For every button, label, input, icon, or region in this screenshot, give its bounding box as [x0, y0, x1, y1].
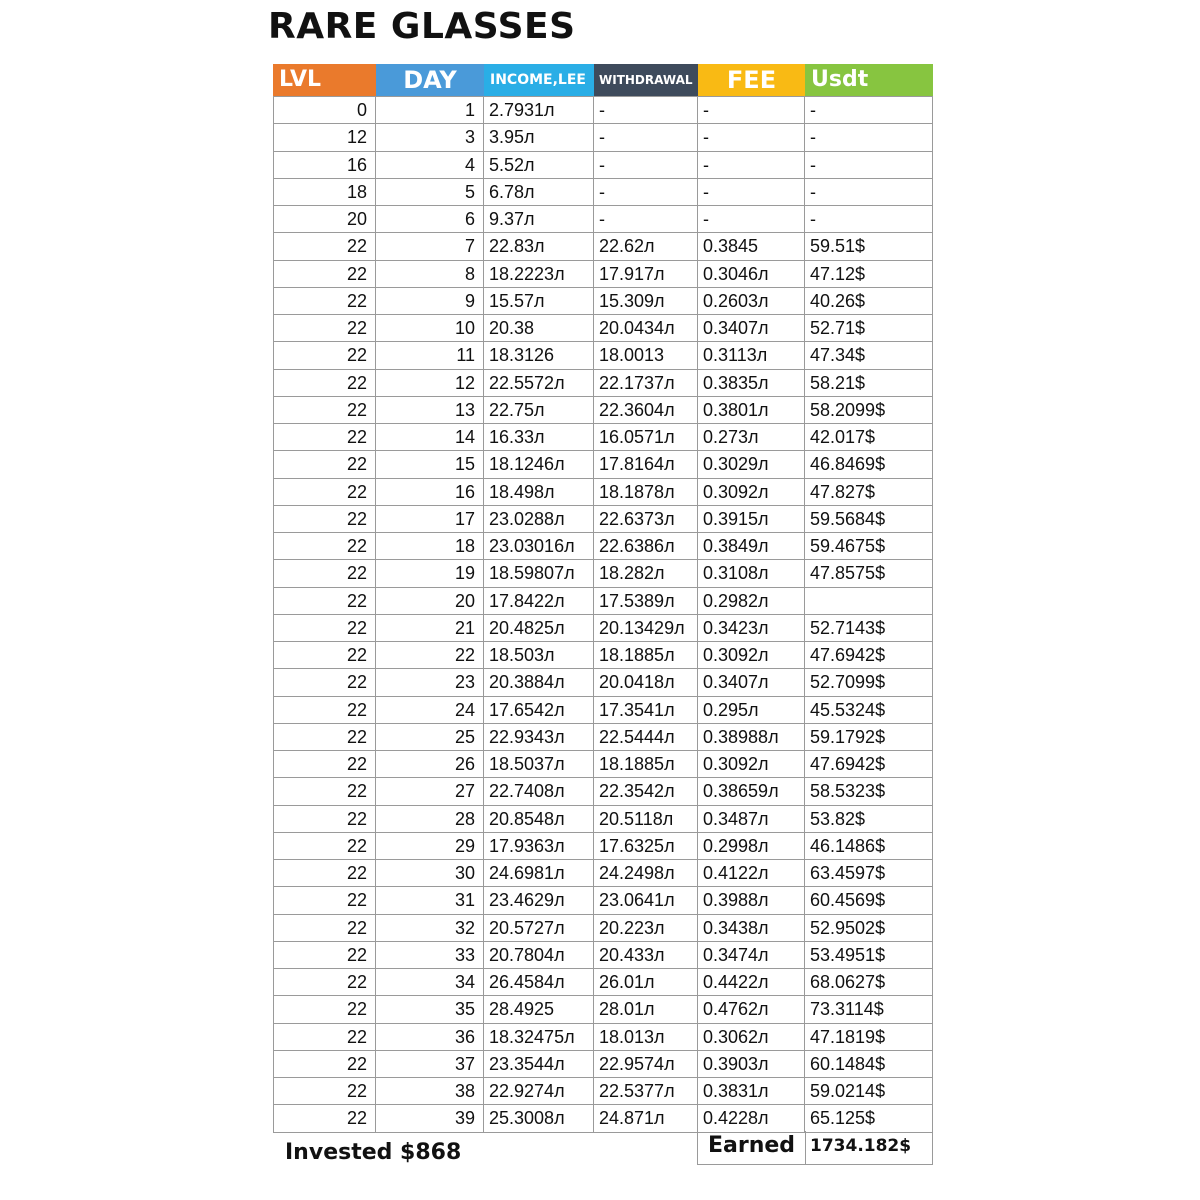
cell-fee: 0.4228л: [698, 1105, 805, 1132]
cell-lvl: 22: [273, 751, 376, 778]
cell-lvl: 20: [273, 206, 376, 233]
cell-usdt: 60.1484$: [805, 1051, 933, 1078]
cell-income: 22.9274л: [484, 1078, 594, 1105]
cell-lvl: 22: [273, 860, 376, 887]
table-row: [273, 915, 933, 942]
cell-usdt: 65.125$: [805, 1105, 933, 1132]
cell-usdt: -: [805, 124, 933, 151]
cell-withdrawal: 28.01л: [594, 996, 698, 1023]
cell-withdrawal: 26.01л: [594, 969, 698, 996]
cell-withdrawal: 20.433л: [594, 942, 698, 969]
table-header: [273, 64, 933, 96]
cell-income: 20.5727л: [484, 915, 594, 942]
cell-lvl: 22: [273, 315, 376, 342]
cell-income: 23.03016л: [484, 533, 594, 560]
cell-lvl: 22: [273, 424, 376, 451]
cell-day: 27: [376, 778, 484, 805]
cell-income: 20.4825л: [484, 615, 594, 642]
cell-lvl: 22: [273, 506, 376, 533]
cell-income: 18.59807л: [484, 560, 594, 587]
cell-usdt: 47.827$: [805, 479, 933, 506]
table-row: [273, 887, 933, 914]
cell-income: 18.5037л: [484, 751, 594, 778]
cell-income: 18.1246л: [484, 451, 594, 478]
spreadsheet-table: [273, 64, 933, 1133]
cell-day: 13: [376, 397, 484, 424]
cell-fee: 0.3046л: [698, 261, 805, 288]
cell-withdrawal: -: [594, 206, 698, 233]
cell-income: 18.3126: [484, 342, 594, 369]
cell-day: 39: [376, 1105, 484, 1132]
cell-lvl: 22: [273, 1024, 376, 1051]
table-row: [273, 124, 933, 151]
table-row: [273, 724, 933, 751]
cell-day: 32: [376, 915, 484, 942]
cell-usdt: 52.7099$: [805, 669, 933, 696]
cell-income: 28.4925: [484, 996, 594, 1023]
cell-lvl: 22: [273, 261, 376, 288]
cell-withdrawal: 18.1878л: [594, 479, 698, 506]
cell-fee: 0.3092л: [698, 642, 805, 669]
cell-withdrawal: -: [594, 179, 698, 206]
cell-fee: 0.273л: [698, 424, 805, 451]
cell-withdrawal: 22.9574л: [594, 1051, 698, 1078]
cell-income: 16.33л: [484, 424, 594, 451]
table-row: [273, 560, 933, 587]
table-row: [273, 697, 933, 724]
cell-withdrawal: 22.3542л: [594, 778, 698, 805]
table-row: [273, 642, 933, 669]
cell-day: 29: [376, 833, 484, 860]
cell-usdt: -: [805, 206, 933, 233]
cell-usdt: 68.0627$: [805, 969, 933, 996]
cell-fee: 0.3915л: [698, 506, 805, 533]
cell-lvl: 22: [273, 397, 376, 424]
column-header-day: DAY: [376, 64, 484, 96]
cell-day: 10: [376, 315, 484, 342]
table-row: [273, 97, 933, 124]
cell-withdrawal: 20.223л: [594, 915, 698, 942]
cell-day: 9: [376, 288, 484, 315]
table-row: [273, 615, 933, 642]
cell-lvl: 22: [273, 533, 376, 560]
cell-usdt: 59.1792$: [805, 724, 933, 751]
earned-label: Earned: [698, 1131, 806, 1164]
cell-day: 22: [376, 642, 484, 669]
cell-lvl: 18: [273, 179, 376, 206]
cell-day: 19: [376, 560, 484, 587]
table-row: [273, 833, 933, 860]
cell-income: 25.3008л: [484, 1105, 594, 1132]
cell-usdt: 58.2099$: [805, 397, 933, 424]
cell-income: 24.6981л: [484, 860, 594, 887]
cell-usdt: 42.017$: [805, 424, 933, 451]
cell-lvl: 0: [273, 97, 376, 124]
cell-usdt: 47.6942$: [805, 642, 933, 669]
table-row: [273, 1024, 933, 1051]
cell-withdrawal: 18.013л: [594, 1024, 698, 1051]
cell-income: 17.6542л: [484, 697, 594, 724]
table-row: [273, 942, 933, 969]
cell-day: 16: [376, 479, 484, 506]
cell-withdrawal: 18.282л: [594, 560, 698, 587]
cell-withdrawal: 17.5389л: [594, 588, 698, 615]
cell-usdt: 45.5324$: [805, 697, 933, 724]
cell-income: 22.7408л: [484, 778, 594, 805]
table-row: [273, 751, 933, 778]
column-header-withdrawal: WITHDRAWAL: [594, 64, 698, 96]
cell-fee: 0.3849л: [698, 533, 805, 560]
table-row: [273, 806, 933, 833]
cell-day: 3: [376, 124, 484, 151]
cell-lvl: 12: [273, 124, 376, 151]
cell-lvl: 22: [273, 1051, 376, 1078]
cell-usdt: -: [805, 152, 933, 179]
cell-withdrawal: 17.8164л: [594, 451, 698, 478]
cell-fee: 0.3801л: [698, 397, 805, 424]
cell-day: 23: [376, 669, 484, 696]
cell-usdt: 53.82$: [805, 806, 933, 833]
table-row: [273, 424, 933, 451]
cell-day: 15: [376, 451, 484, 478]
cell-day: 8: [376, 261, 484, 288]
cell-income: 18.503л: [484, 642, 594, 669]
cell-income: 22.83л: [484, 233, 594, 260]
cell-withdrawal: 22.5377л: [594, 1078, 698, 1105]
cell-lvl: 22: [273, 806, 376, 833]
cell-income: 18.32475л: [484, 1024, 594, 1051]
table-row: [273, 996, 933, 1023]
cell-usdt: 47.8575$: [805, 560, 933, 587]
cell-day: 31: [376, 887, 484, 914]
cell-withdrawal: 22.5444л: [594, 724, 698, 751]
cell-withdrawal: 17.6325л: [594, 833, 698, 860]
cell-fee: 0.3438л: [698, 915, 805, 942]
cell-income: 18.2223л: [484, 261, 594, 288]
cell-usdt: 52.71$: [805, 315, 933, 342]
cell-day: 11: [376, 342, 484, 369]
column-header-fee: FEE: [698, 64, 805, 96]
table-row: [273, 588, 933, 615]
cell-withdrawal: 17.917л: [594, 261, 698, 288]
table-row: [273, 969, 933, 996]
cell-fee: 0.4422л: [698, 969, 805, 996]
cell-withdrawal: 18.0013: [594, 342, 698, 369]
table-row: [273, 370, 933, 397]
cell-fee: -: [698, 152, 805, 179]
cell-fee: 0.3092л: [698, 479, 805, 506]
table-row: [273, 288, 933, 315]
cell-day: 17: [376, 506, 484, 533]
cell-income: 26.4584л: [484, 969, 594, 996]
cell-lvl: 22: [273, 1078, 376, 1105]
cell-income: 23.0288л: [484, 506, 594, 533]
cell-withdrawal: 20.0434л: [594, 315, 698, 342]
cell-day: 36: [376, 1024, 484, 1051]
cell-usdt: 59.51$: [805, 233, 933, 260]
table-row: [273, 533, 933, 560]
cell-income: 20.38: [484, 315, 594, 342]
cell-income: 6.78л: [484, 179, 594, 206]
cell-lvl: 22: [273, 833, 376, 860]
cell-withdrawal: 22.6386л: [594, 533, 698, 560]
table-row: [273, 1078, 933, 1105]
cell-fee: -: [698, 97, 805, 124]
cell-day: 33: [376, 942, 484, 969]
cell-usdt: 47.12$: [805, 261, 933, 288]
cell-fee: 0.4762л: [698, 996, 805, 1023]
earned-summary: [697, 1131, 933, 1165]
column-header-income: INCOME,LEE: [484, 64, 594, 96]
cell-income: 20.3884л: [484, 669, 594, 696]
table-row: [273, 479, 933, 506]
cell-day: 12: [376, 370, 484, 397]
cell-fee: 0.295л: [698, 697, 805, 724]
cell-withdrawal: 18.1885л: [594, 751, 698, 778]
cell-day: 25: [376, 724, 484, 751]
table-row: [273, 342, 933, 369]
cell-fee: 0.3487л: [698, 806, 805, 833]
cell-day: 14: [376, 424, 484, 451]
page-title: RARE GLASSES: [268, 6, 576, 47]
cell-income: 22.75л: [484, 397, 594, 424]
table-row: [273, 179, 933, 206]
cell-fee: 0.3407л: [698, 669, 805, 696]
cell-usdt: 46.1486$: [805, 833, 933, 860]
cell-fee: 0.3903л: [698, 1051, 805, 1078]
cell-withdrawal: 18.1885л: [594, 642, 698, 669]
cell-withdrawal: -: [594, 124, 698, 151]
cell-withdrawal: 24.871л: [594, 1105, 698, 1132]
cell-withdrawal: -: [594, 152, 698, 179]
cell-day: 37: [376, 1051, 484, 1078]
cell-income: 22.5572л: [484, 370, 594, 397]
cell-usdt: 59.5684$: [805, 506, 933, 533]
cell-income: 5.52л: [484, 152, 594, 179]
cell-fee: 0.3062л: [698, 1024, 805, 1051]
table-row: [273, 451, 933, 478]
table-row: [273, 315, 933, 342]
cell-day: 6: [376, 206, 484, 233]
table-row: [273, 261, 933, 288]
cell-fee: 0.3029л: [698, 451, 805, 478]
cell-fee: 0.3474л: [698, 942, 805, 969]
cell-withdrawal: 20.13429л: [594, 615, 698, 642]
cell-income: 15.57л: [484, 288, 594, 315]
cell-lvl: 22: [273, 370, 376, 397]
cell-withdrawal: -: [594, 97, 698, 124]
cell-usdt: 47.34$: [805, 342, 933, 369]
cell-lvl: 22: [273, 288, 376, 315]
column-header-lvl: LVL: [273, 64, 376, 96]
table-row: [273, 152, 933, 179]
cell-withdrawal: 22.62л: [594, 233, 698, 260]
cell-income: 3.95л: [484, 124, 594, 151]
cell-lvl: 22: [273, 915, 376, 942]
cell-fee: 0.3113л: [698, 342, 805, 369]
cell-usdt: 46.8469$: [805, 451, 933, 478]
cell-lvl: 16: [273, 152, 376, 179]
cell-withdrawal: 20.0418л: [594, 669, 698, 696]
cell-fee: -: [698, 206, 805, 233]
cell-fee: 0.38659л: [698, 778, 805, 805]
cell-income: 23.3544л: [484, 1051, 594, 1078]
cell-withdrawal: 22.3604л: [594, 397, 698, 424]
cell-fee: 0.2982л: [698, 588, 805, 615]
cell-lvl: 22: [273, 969, 376, 996]
table-row: [273, 206, 933, 233]
cell-income: 9.37л: [484, 206, 594, 233]
cell-lvl: 22: [273, 697, 376, 724]
cell-fee: 0.2998л: [698, 833, 805, 860]
cell-usdt: 52.7143$: [805, 615, 933, 642]
cell-day: 30: [376, 860, 484, 887]
cell-usdt: 47.1819$: [805, 1024, 933, 1051]
cell-withdrawal: 23.0641л: [594, 887, 698, 914]
cell-fee: -: [698, 124, 805, 151]
cell-day: 1: [376, 97, 484, 124]
cell-income: 2.7931л: [484, 97, 594, 124]
cell-usdt: 59.4675$: [805, 533, 933, 560]
cell-withdrawal: 24.2498л: [594, 860, 698, 887]
cell-income: 23.4629л: [484, 887, 594, 914]
column-header-usdt: Usdt: [805, 64, 933, 96]
cell-lvl: 22: [273, 233, 376, 260]
cell-usdt: [805, 588, 933, 615]
cell-day: 38: [376, 1078, 484, 1105]
cell-usdt: -: [805, 97, 933, 124]
cell-income: 17.8422л: [484, 588, 594, 615]
cell-usdt: 73.3114$: [805, 996, 933, 1023]
cell-lvl: 22: [273, 724, 376, 751]
cell-fee: 0.3407л: [698, 315, 805, 342]
cell-day: 26: [376, 751, 484, 778]
cell-withdrawal: 16.0571л: [594, 424, 698, 451]
table-row: [273, 1105, 933, 1132]
cell-usdt: 58.21$: [805, 370, 933, 397]
cell-fee: 0.38988л: [698, 724, 805, 751]
cell-lvl: 22: [273, 1105, 376, 1132]
cell-fee: 0.3835л: [698, 370, 805, 397]
cell-day: 4: [376, 152, 484, 179]
cell-lvl: 22: [273, 479, 376, 506]
cell-fee: 0.2603л: [698, 288, 805, 315]
cell-day: 7: [376, 233, 484, 260]
cell-fee: 0.3423л: [698, 615, 805, 642]
cell-usdt: 63.4597$: [805, 860, 933, 887]
cell-income: 20.7804л: [484, 942, 594, 969]
cell-usdt: 40.26$: [805, 288, 933, 315]
cell-day: 35: [376, 996, 484, 1023]
cell-withdrawal: 15.309л: [594, 288, 698, 315]
table-row: [273, 1051, 933, 1078]
cell-lvl: 22: [273, 451, 376, 478]
cell-usdt: 58.5323$: [805, 778, 933, 805]
cell-income: 17.9363л: [484, 833, 594, 860]
cell-fee: 0.3108л: [698, 560, 805, 587]
cell-withdrawal: 22.6373л: [594, 506, 698, 533]
cell-fee: 0.3845: [698, 233, 805, 260]
cell-lvl: 22: [273, 560, 376, 587]
cell-day: 28: [376, 806, 484, 833]
cell-withdrawal: 20.5118л: [594, 806, 698, 833]
cell-lvl: 22: [273, 887, 376, 914]
table-row: [273, 397, 933, 424]
cell-income: 20.8548л: [484, 806, 594, 833]
cell-withdrawal: 17.3541л: [594, 697, 698, 724]
earned-value: 1734.182$: [810, 1136, 912, 1156]
cell-fee: 0.3988л: [698, 887, 805, 914]
cell-day: 34: [376, 969, 484, 996]
cell-income: 18.498л: [484, 479, 594, 506]
cell-day: 24: [376, 697, 484, 724]
table-row: [273, 233, 933, 260]
cell-fee: 0.3831л: [698, 1078, 805, 1105]
cell-usdt: -: [805, 179, 933, 206]
cell-lvl: 22: [273, 669, 376, 696]
invested-total: Invested $868: [285, 1140, 462, 1165]
cell-usdt: 60.4569$: [805, 887, 933, 914]
cell-usdt: 53.4951$: [805, 942, 933, 969]
table-body: [273, 96, 933, 1133]
table-row: [273, 778, 933, 805]
cell-lvl: 22: [273, 615, 376, 642]
cell-usdt: 52.9502$: [805, 915, 933, 942]
cell-fee: 0.4122л: [698, 860, 805, 887]
cell-lvl: 22: [273, 778, 376, 805]
cell-fee: -: [698, 179, 805, 206]
cell-usdt: 59.0214$: [805, 1078, 933, 1105]
table-row: [273, 860, 933, 887]
cell-day: 18: [376, 533, 484, 560]
cell-lvl: 22: [273, 942, 376, 969]
cell-lvl: 22: [273, 342, 376, 369]
cell-day: 21: [376, 615, 484, 642]
table-row: [273, 669, 933, 696]
cell-day: 20: [376, 588, 484, 615]
cell-lvl: 22: [273, 588, 376, 615]
cell-day: 5: [376, 179, 484, 206]
cell-usdt: 47.6942$: [805, 751, 933, 778]
table-row: [273, 506, 933, 533]
cell-fee: 0.3092л: [698, 751, 805, 778]
cell-withdrawal: 22.1737л: [594, 370, 698, 397]
cell-lvl: 22: [273, 996, 376, 1023]
cell-income: 22.9343л: [484, 724, 594, 751]
cell-lvl: 22: [273, 642, 376, 669]
